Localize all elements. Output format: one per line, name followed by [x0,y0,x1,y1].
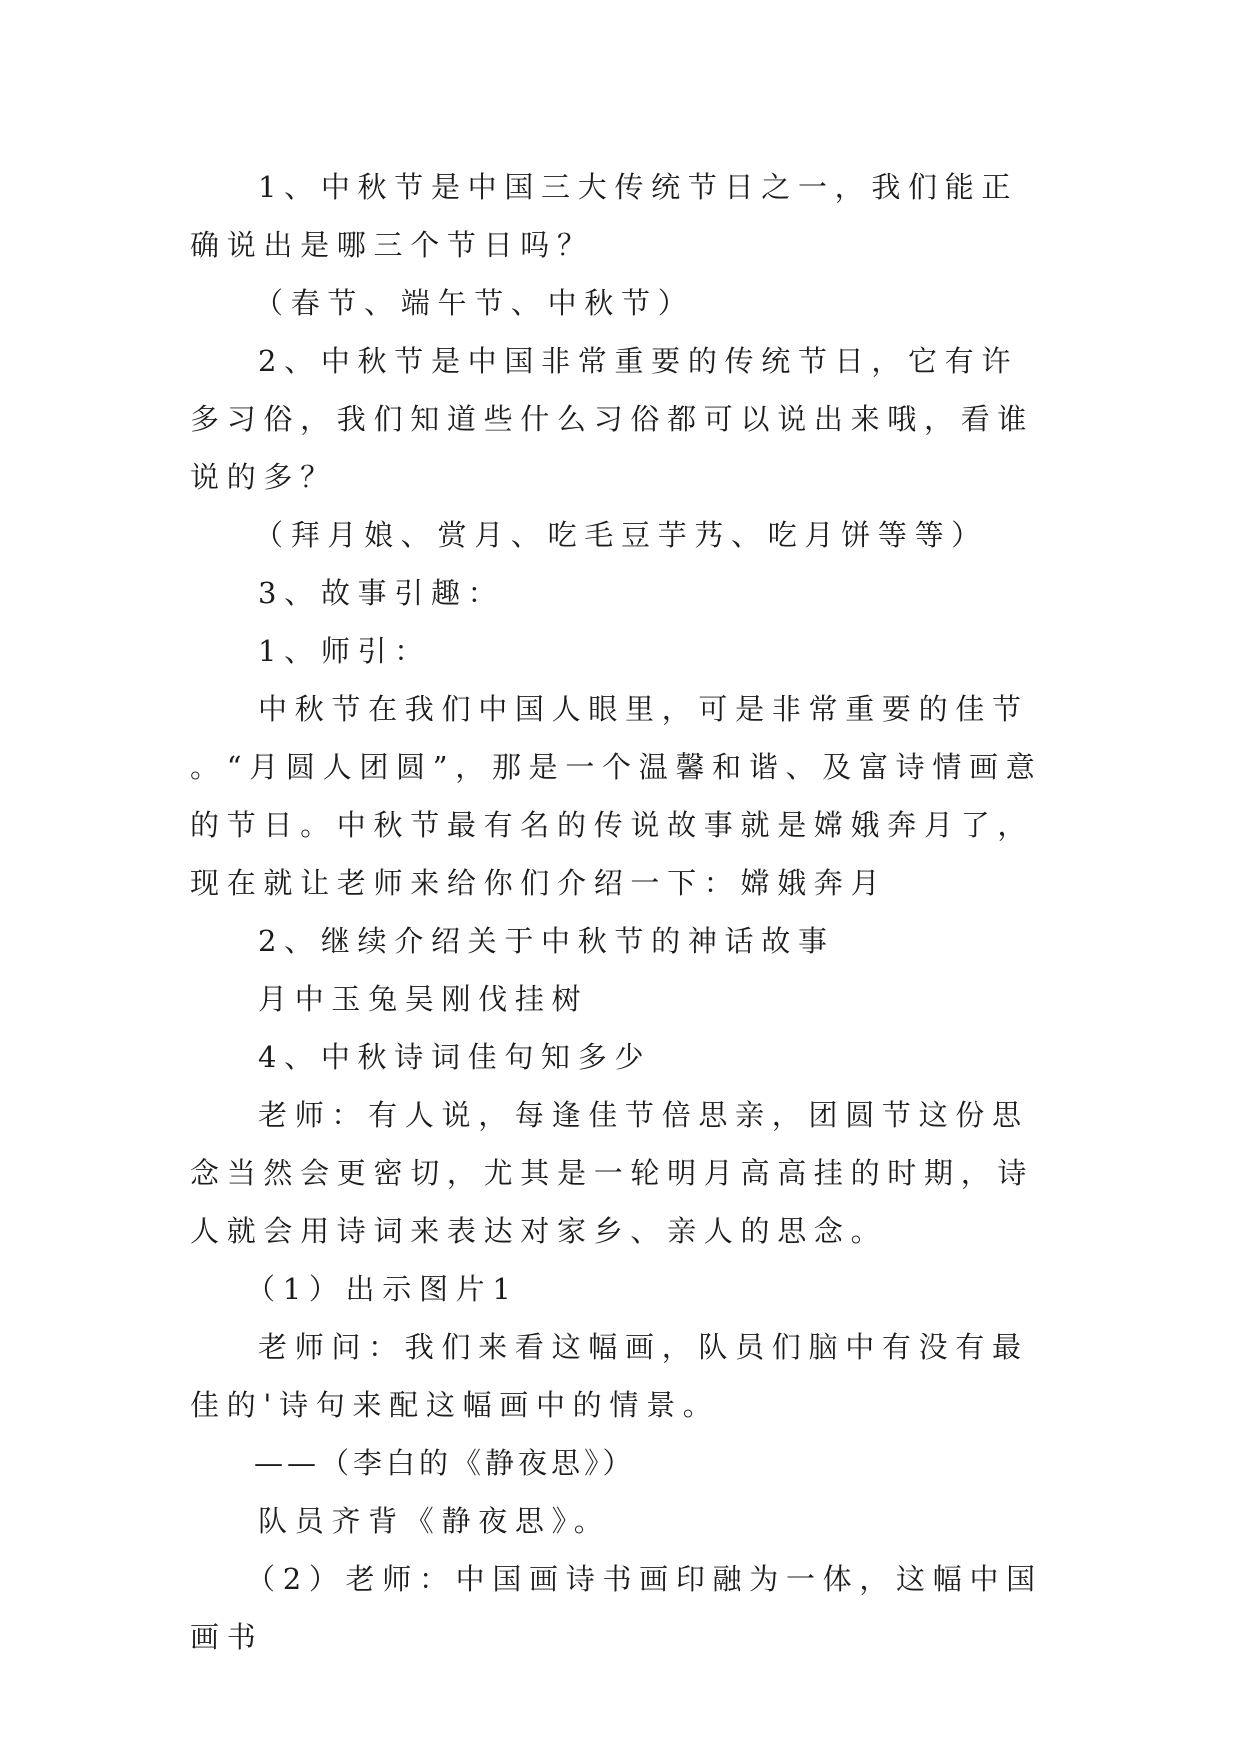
paragraph-question-1: 1、中秋节是中国三大传统节日之一，我们能正确说出是哪三个节日吗？ [190,170,1019,262]
paragraph-poetry-heading: 4、中秋诗词佳句知多少 [258,1040,652,1074]
paragraph-answer-2: （拜月娘、赏月、吃毛豆芋艿、吃月饼等等） [254,518,989,552]
paragraph-question-2: 2、中秋节是中国非常重要的传统节日，它有许多习俗，我们知道些什么习俗都可以说出来哦，看谁说的多？ [190,344,1035,494]
paragraph-teacher-painting: （2）老师：中国画诗书画印融为一体，这幅中国画书 [190,1562,1043,1654]
paragraph-picture-1: （1）出示图片1 [246,1272,519,1306]
paragraph-teacher-question: 老师问：我们来看这幅画，队员们脑中有没有最佳的'诗句来配这幅画中的情景。 [190,1330,1029,1422]
paragraph-story-heading: 3、故事引趣： [258,576,505,610]
paragraph-myth-heading: 2、继续介绍关于中秋节的神话故事 [258,924,835,958]
document-body [190,158,1050,1666]
paragraph-teacher-intro-label: 1、师引： [258,634,431,668]
paragraph-story-intro: 中秋节在我们中国人眼里，可是非常重要的佳节。“月圆人团圆”，那是一个温馨和谐、及富诗情画意的节日。中秋节最有名的传说故事就是嫦娥奔月了，现在就让老师来给你们介绍一下：嫦娥奔月 [190,692,1043,900]
paragraph-teacher-poetry: 老师：有人说，每逢佳节倍思亲，团圆节这份思念当然会更密切，尤其是一轮明月高高挂的时期，诗人就会用诗词来表达对家乡、亲人的思念。 [190,1098,1035,1248]
paragraph-recitation: 队员齐背《静夜思》。 [258,1504,611,1538]
paragraph-myth-list: 月中玉兔吴刚伐挂树 [258,982,589,1016]
paragraph-answer-1: （春节、端午节、中秋节） [254,286,695,320]
paragraph-poem-answer: ——（李白的《静夜思》） [254,1446,636,1480]
